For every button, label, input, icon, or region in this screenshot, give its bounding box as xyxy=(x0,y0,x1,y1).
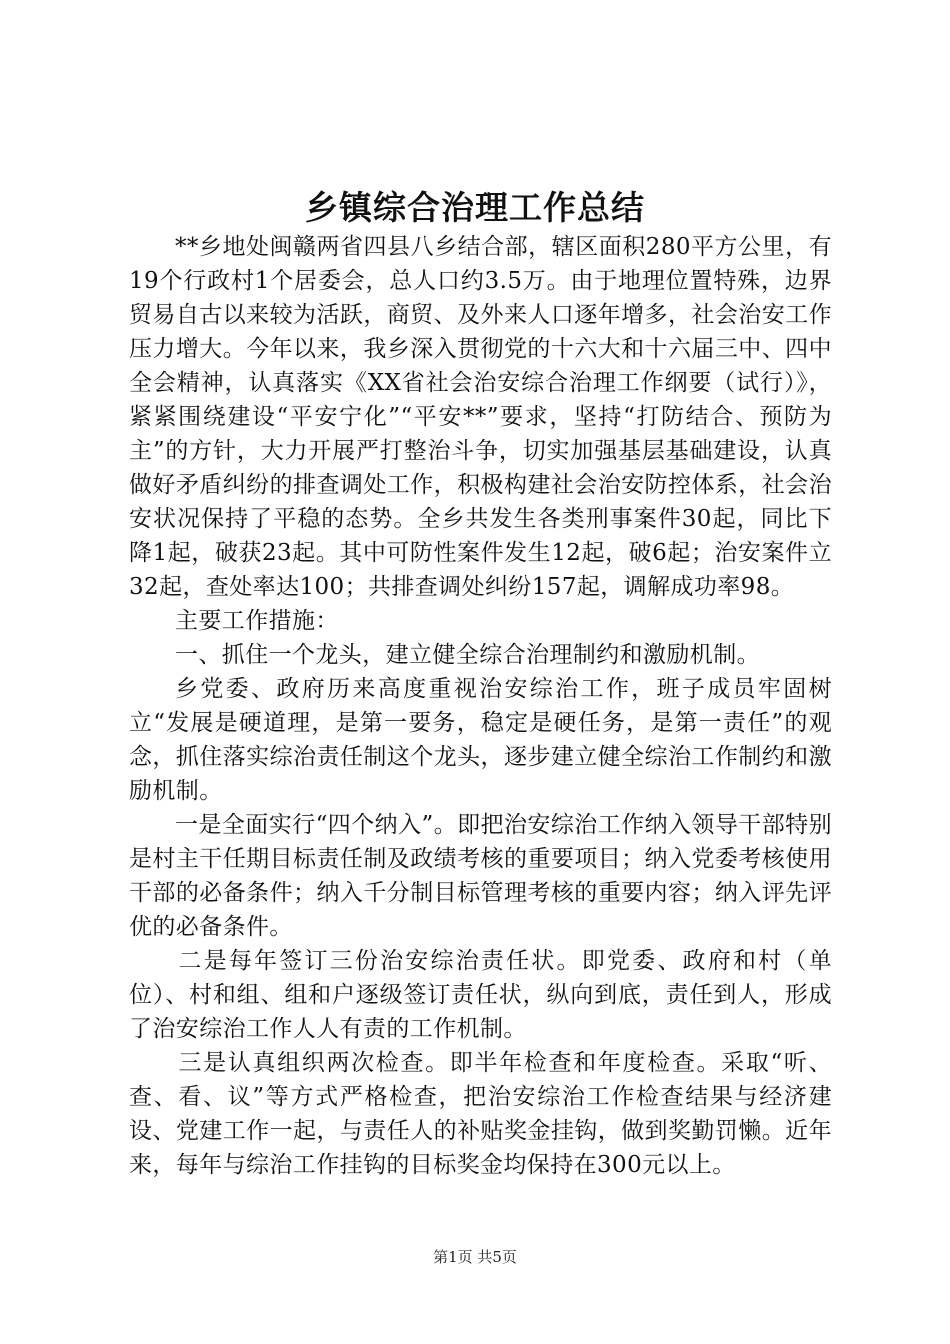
paragraph-point-one: 一是全面实行“四个纳入”。即把治安综治工作纳入领导干部特别是村主干任期目标责任制及政绩考核的重要项目；纳入党委考核使用干部的必备条件；纳入千分制目标管理考核的重要内容；纳入评先评优的必备条件。 xyxy=(129,812,832,940)
document-title: 乡镇综合治理工作总结 xyxy=(305,188,645,227)
paragraph-point-three: 三是认真组织两次检查。即半年检查和年度检查。采取“听、查、看、议”等方式严格检查，把治安综治工作检查结果与经济建设、党建工作一起，与责任人的补贴奖金挂钩，做到奖勤罚懒。近年来，每年与综治工作挂钩的目标奖金均保持在300元以上。 xyxy=(129,1050,832,1178)
paragraph-intro: **乡地处闽赣两省四县八乡结合部，辖区面积280平方公里，有19个行政村1个居委会，总人口约3.5万。由于地理位置特殊，边界贸易自古以来较为活跃，商贸、及外来人口逐年增多，社会治安工作压力增大。今年以来，我乡深入贯彻党的十六大和十六届三中、四中全会精神，认真落实《XX省社会治安综合治理工作纲要（试行）》，紧紧围绕建设“平安宁化”“平安**”要求，坚持“打防结合、预防为主”的方针，大力开展严打整治斗争，切实加强基层基础建设，认真做好矛盾纠纷的排查调处工作，积极构建社会治安防控体系，社会治安状况保持了平稳的态势。全乡共发生各类刑事案件30起，同比下降1起，破获23起。其中可防性案件发生12起，破6起；治安案件立32起，查处率达100；共排查调处纠纷157起，调解成功率98。 xyxy=(129,234,832,600)
document-body xyxy=(129,230,832,1182)
paragraph-point-two: 二是每年签订三份治安综治责任状。即党委、政府和村（单位）、村和组、组和户逐级签订责任状，纵向到底，责任到人，形成了治安综治工作人人有责的工作机制。 xyxy=(129,948,832,1042)
paragraph-measures-heading: 主要工作措施： xyxy=(175,608,339,634)
page-footer: 第1页 共5页 xyxy=(433,1248,517,1266)
paragraph-section-one-body: 乡党委、政府历来高度重视治安综治工作，班子成员牢固树立“发展是硬道理，是第一要务，稳定是硬任务，是第一责任”的观念，抓住落实综治责任制这个龙头，逐步建立健全综治工作制约和激励机制。 xyxy=(129,676,832,804)
paragraph-section-one-heading: 一、抓住一个龙头，建立健全综合治理制约和激励机制。 xyxy=(175,642,760,668)
